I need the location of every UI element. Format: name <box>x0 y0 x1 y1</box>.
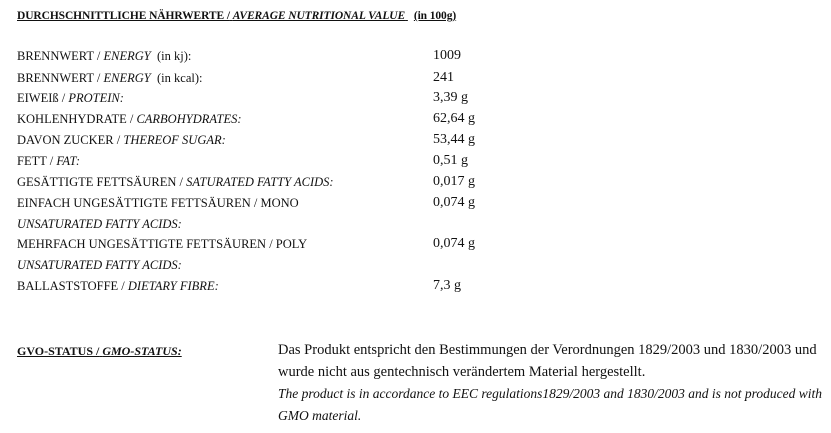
nutrient-label-en: CARBOHYDRATES: <box>136 112 242 126</box>
nutrient-label-de: MEHRFACH UNGESÄTTIGTE FETTSÄUREN / POLY <box>17 237 308 251</box>
nutrient-label-de: EINFACH UNGESÄTTIGTE FETTSÄUREN / MONO <box>17 196 299 210</box>
nutrient-label-en: UNSATURATED FATTY ACIDS: <box>17 258 182 272</box>
gmo-statement-de: Das Produkt entspricht den Bestimmungen der Verordnungen 1829/2003 und 1830/2003 und wurde nicht aus gentechnisch verändertem Material hergestellt. <box>278 342 817 380</box>
nutrient-label <box>17 279 219 294</box>
nutrition-row <box>17 196 577 214</box>
title-unit: (in 100g) <box>413 10 457 22</box>
nutrient-value: 0,074 g <box>433 195 475 210</box>
nutrient-label <box>17 258 182 273</box>
nutrient-label <box>17 196 299 211</box>
nutrient-label-de: EIWEIß / <box>17 91 66 105</box>
nutrient-label-de: FETT / <box>17 154 54 168</box>
nutrient-value: 7,3 g <box>433 278 461 293</box>
nutrition-row <box>17 237 577 255</box>
nutrition-row <box>17 91 577 109</box>
nutrient-label-de: BRENNWERT / <box>17 49 101 63</box>
nutrient-unit: (in kcal): <box>157 71 203 85</box>
title-de: DURCHSCHNITTLICHE NÄHRWERTE / <box>17 10 230 22</box>
nutrient-label <box>17 71 202 86</box>
nutrient-value: 241 <box>433 70 454 85</box>
nutrient-label <box>17 91 124 106</box>
nutrient-value: 1009 <box>433 48 461 63</box>
nutrition-row <box>17 279 577 297</box>
nutrient-unit: (in kj): <box>157 49 192 63</box>
gmo-label-en: GMO-STATUS: <box>102 344 182 358</box>
nutrient-label-de: DAVON ZUCKER / <box>17 133 121 147</box>
nutrient-label-en: ENERGY <box>103 49 151 63</box>
nutrition-row <box>17 49 577 67</box>
nutrient-label-de: BALLASTSTOFFE / <box>17 279 125 293</box>
nutrient-value: 0,51 g <box>433 153 468 168</box>
nutrition-row <box>17 112 577 130</box>
nutrient-label-en: FAT: <box>56 154 80 168</box>
nutrient-label <box>17 217 182 232</box>
nutrient-label-de: BRENNWERT / <box>17 71 101 85</box>
nutrition-row <box>17 154 577 172</box>
nutrition-row <box>17 217 577 235</box>
nutrition-row <box>17 258 577 276</box>
gmo-statement <box>278 340 823 426</box>
nutrient-label-de: KOHLENHYDRATE / <box>17 112 134 126</box>
nutrient-label <box>17 154 80 169</box>
nutrient-value: 62,64 g <box>433 111 475 126</box>
nutrient-label-en: THEREOF SUGAR: <box>123 133 226 147</box>
nutrient-label <box>17 175 334 190</box>
nutrition-row <box>17 175 577 193</box>
nutrient-label <box>17 112 242 127</box>
title-en: AVERAGE NUTRITIONAL VALUE <box>232 10 406 22</box>
nutrient-label <box>17 133 226 148</box>
nutrient-value: 0,017 g <box>433 174 475 189</box>
nutrient-label-en: SATURATED FATTY ACIDS: <box>186 175 334 189</box>
nutrient-label-en: DIETARY FIBRE: <box>127 279 219 293</box>
nutrition-row <box>17 133 577 151</box>
nutrient-label <box>17 49 191 64</box>
nutrient-label <box>17 237 307 252</box>
nutrition-row <box>17 71 577 89</box>
gmo-label-de: GVO-STATUS / <box>17 344 100 358</box>
nutrient-label-en: UNSATURATED FATTY ACIDS: <box>17 217 182 231</box>
nutrient-label-en: ENERGY <box>103 71 151 85</box>
gmo-statement-en: The product is in accordance to EEC regulations1829/2003 and 1830/2003 and is not produced with GMO material. <box>278 386 822 423</box>
nutrient-value: 53,44 g <box>433 132 475 147</box>
nutrient-label-en: PROTEIN: <box>68 91 124 105</box>
nutrition-title <box>17 10 456 22</box>
nutrient-label-de: GESÄTTIGTE FETTSÄUREN / <box>17 175 183 189</box>
nutrient-value: 3,39 g <box>433 90 468 105</box>
nutrient-value: 0,074 g <box>433 236 475 251</box>
gmo-status-label <box>17 344 182 359</box>
